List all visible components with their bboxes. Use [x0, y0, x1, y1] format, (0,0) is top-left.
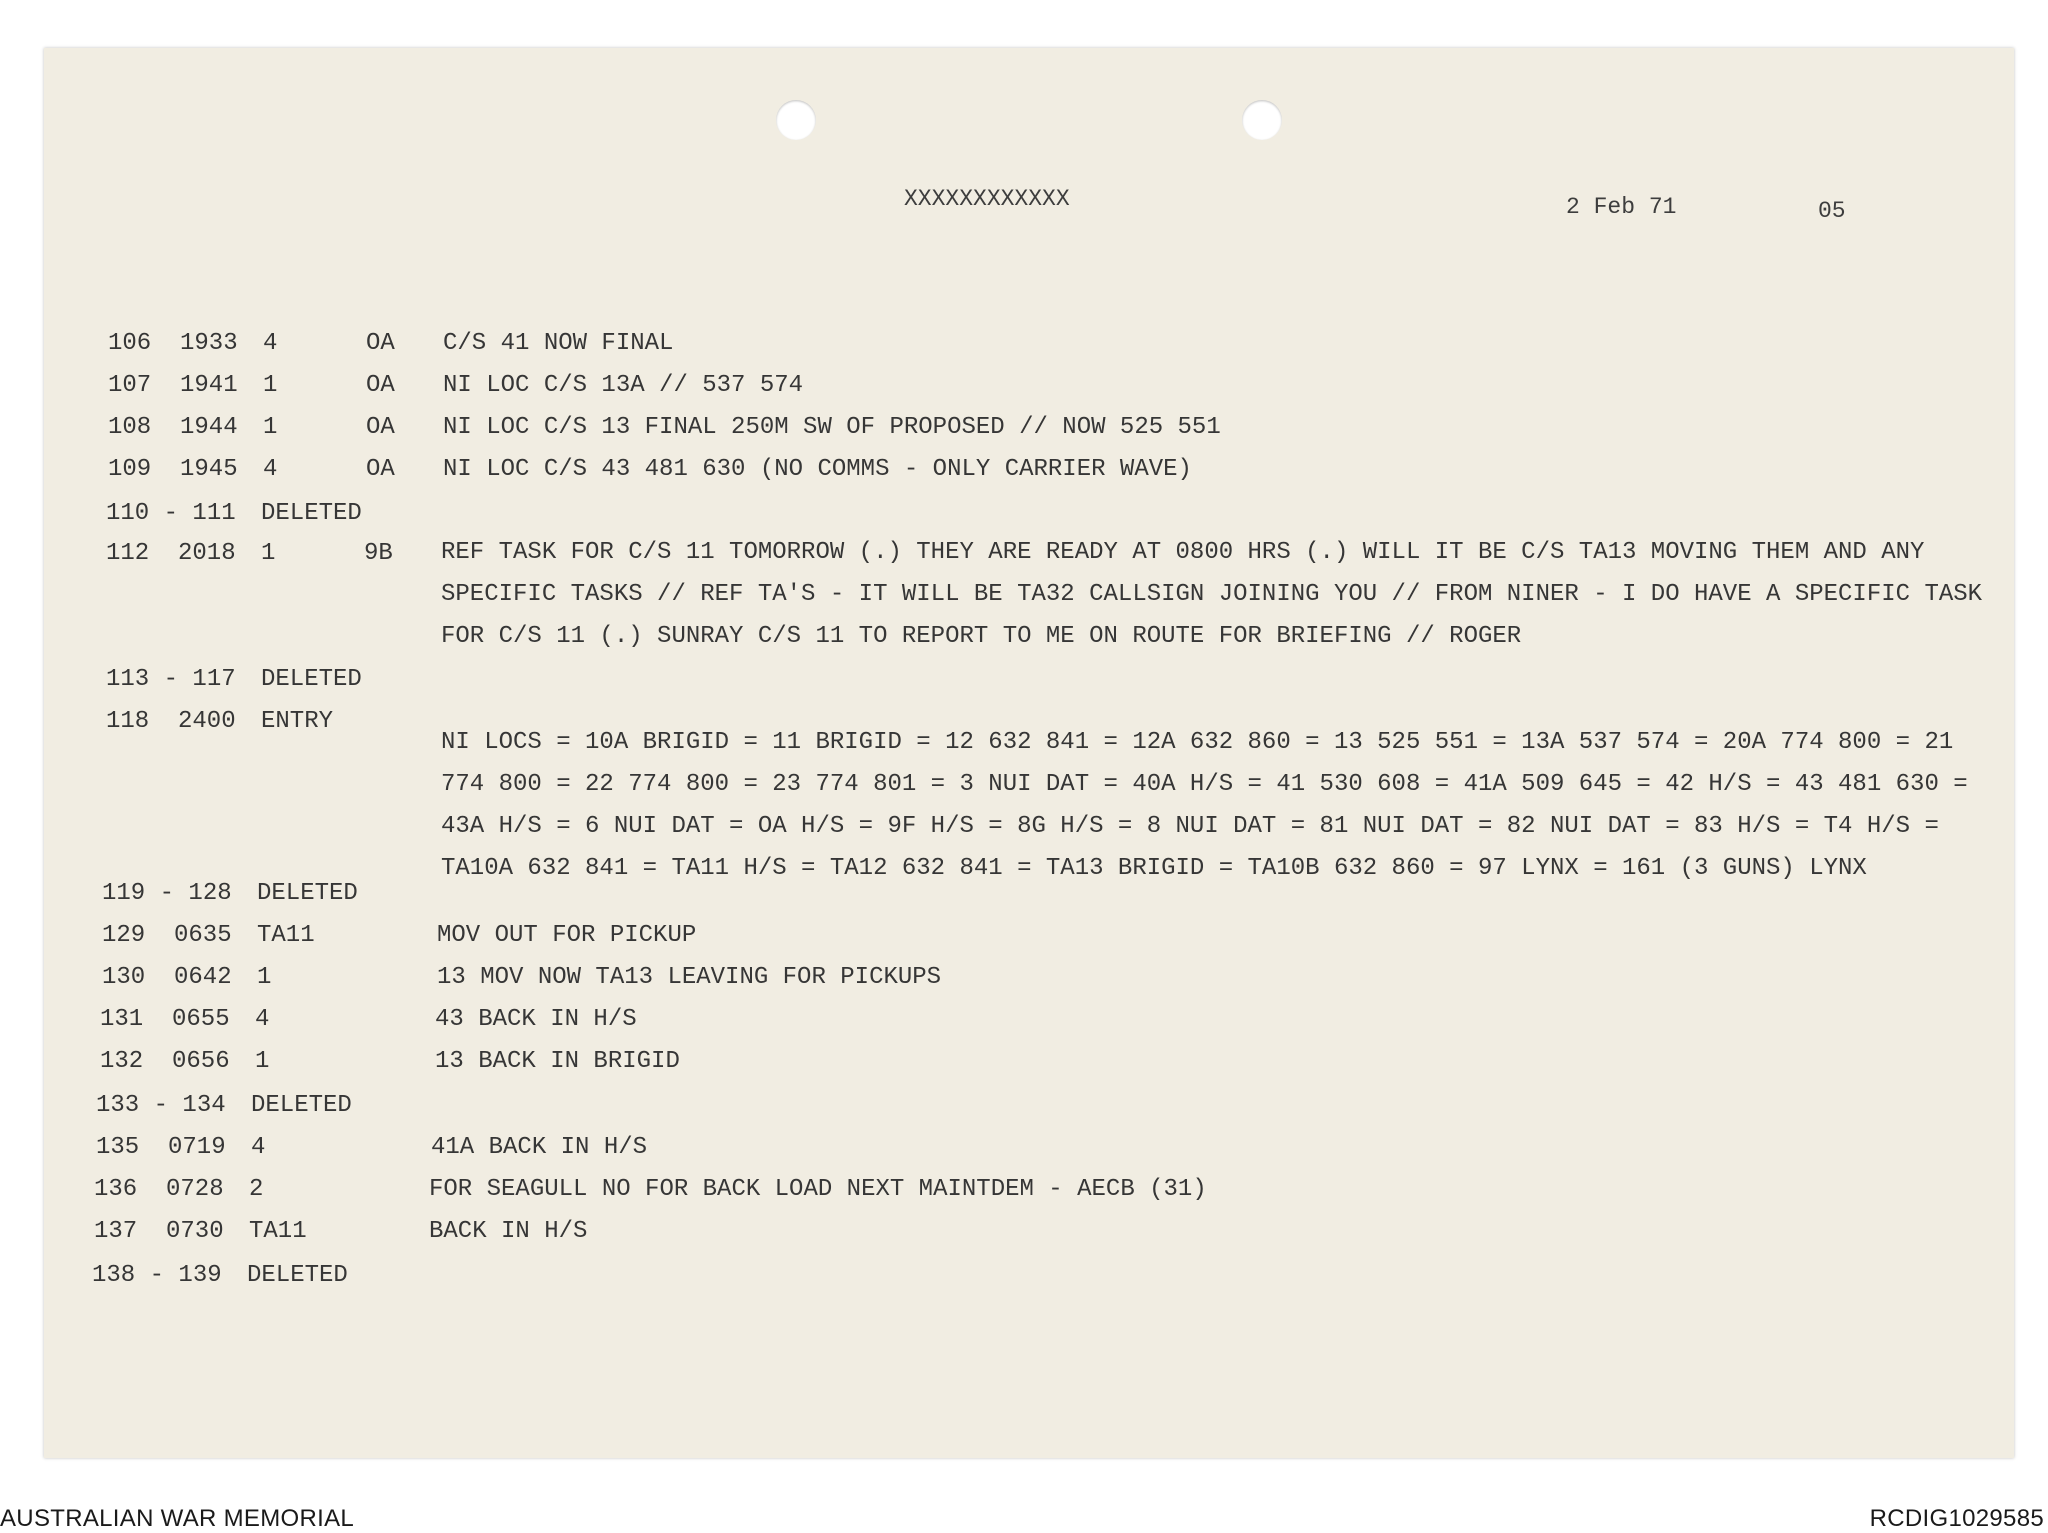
entry-from: 1: [257, 964, 272, 991]
log-date: 2 Feb 71: [1566, 194, 1677, 220]
entry-from: 4: [251, 1134, 266, 1161]
entry-time: 0719: [168, 1134, 226, 1161]
entry-from: 1: [255, 1048, 270, 1075]
entry-serial: 137: [94, 1218, 138, 1245]
entry-time: 0655: [172, 1006, 230, 1033]
classification-marking: XXXXXXXXXXXX: [904, 186, 1070, 212]
entry-message: NI LOC C/S 43 481 630 (NO COMMS - ONLY CARRIER WAVE): [443, 456, 1192, 483]
log-sheet: [44, 48, 2014, 1458]
entry-from: TA11: [257, 922, 315, 949]
entry-time: 0642: [174, 964, 232, 991]
entry-time: 2018: [178, 540, 236, 567]
entry-message: REF TASK FOR C/S 11 TOMORROW (.) THEY ARE READY AT 0800 HRS (.) WILL IT BE C/S TA13 MOVING THEM AND ANY SPECIFIC TASKS // REF TA'S - IT WILL BE TA32 CALLSIGN JOINING YOU // FROM NINER - I DO HAVE A SPECIFIC TASK FOR C/S 11 (.) SUNRAY C/S 11 TO REPORT TO ME ON ROUTE FOR BRIEFING // ROGER: [441, 539, 1983, 650]
entry-serial: 119 - 128: [102, 880, 232, 907]
entry-to: OA: [366, 330, 395, 357]
entry-time: 0730: [166, 1218, 224, 1245]
entry-message: 43 BACK IN H/S: [435, 1006, 637, 1033]
entry-serial: 133 - 134: [96, 1092, 226, 1119]
entry-serial: 138 - 139: [92, 1262, 222, 1289]
entry-time: 0635: [174, 922, 232, 949]
entry-message: FOR SEAGULL NO FOR BACK LOAD NEXT MAINTDEM - AECB (31): [429, 1176, 1207, 1203]
entry-message: MOV OUT FOR PICKUP: [437, 922, 697, 949]
entry-from: DELETED: [261, 500, 362, 527]
entry-message: C/S 41 NOW FINAL: [443, 330, 674, 357]
entry-serial: 118: [106, 708, 150, 735]
entry-time: 0656: [172, 1048, 230, 1075]
entry-from: DELETED: [251, 1092, 352, 1119]
entry-to: OA: [366, 414, 395, 441]
entry-time: 1945: [180, 456, 238, 483]
entry-serial: 136: [94, 1176, 138, 1203]
entry-message: BACK IN H/S: [429, 1218, 588, 1245]
entry-serial: 107: [108, 372, 152, 399]
punch-hole-left: [776, 100, 816, 140]
entry-from: 4: [255, 1006, 270, 1033]
entry-serial: 135: [96, 1134, 140, 1161]
entry-serial: 110 - 111: [106, 500, 236, 527]
entry-from: DELETED: [247, 1262, 348, 1289]
entry-serial: 113 - 117: [106, 666, 236, 693]
entry-time: 0728: [166, 1176, 224, 1203]
entry-time: 1944: [180, 414, 238, 441]
entry-from: 4: [263, 456, 278, 483]
entry-to: OA: [366, 372, 395, 399]
entry-serial: 109: [108, 456, 152, 483]
entry-from: 1: [263, 372, 278, 399]
entry-from: TA11: [249, 1218, 307, 1245]
entry-from: 4: [263, 330, 278, 357]
entry-serial: 112: [106, 540, 150, 567]
entry-from: 2: [249, 1176, 264, 1203]
entry-serial: 108: [108, 414, 152, 441]
entry-message: NI LOC C/S 13 FINAL 250M SW OF PROPOSED // NOW 525 551: [443, 414, 1221, 441]
entry-message: NI LOCS = 10A BRIGID = 11 BRIGID = 12 632 841 = 12A 632 860 = 13 525 551 = 13A 537 574 = 20A 774 800 = 21 774 800 = 22 774 800 = 23 774 801 = 3 NUI DAT = 40A H/S = 41 530 608 = 41A 509 645 = 42 H/S = 43 481 630 = 43A H/S = 6 NUI DAT = OA H/S = 9F H/S = 8G H/S = 8 NUI DAT = 81 NUI DAT = 82 NUI DAT = 83 H/S = T4 H/S = TA10A 632 841 = TA11 H/S = TA12 632 841 = TA13 BRIGID = TA10B 632 860 = 97 LYNX = 161 (3 GUNS) LYNX: [441, 729, 1968, 882]
entry-serial: 131: [100, 1006, 144, 1033]
entry-serial: 106: [108, 330, 152, 357]
entry-serial: 129: [102, 922, 146, 949]
archive-reference: RCDIG1029585: [1869, 1505, 2044, 1532]
punch-hole-right: [1242, 100, 1282, 140]
entry-from: ENTRY: [261, 708, 334, 735]
entry-serial: 132: [100, 1048, 144, 1075]
entry-from: DELETED: [257, 880, 358, 907]
entry-time: 1933: [180, 330, 238, 357]
page-number: 05: [1818, 198, 1846, 224]
entry-message: 13 MOV NOW TA13 LEAVING FOR PICKUPS: [437, 964, 942, 991]
entry-to: OA: [366, 456, 395, 483]
entry-serial: 130: [102, 964, 146, 991]
entry-message: 41A BACK IN H/S: [431, 1134, 648, 1161]
entry-time: 1941: [180, 372, 238, 399]
entry-message: 13 BACK IN BRIGID: [435, 1048, 680, 1075]
archive-credit: AUSTRALIAN WAR MEMORIAL: [0, 1505, 355, 1532]
entry-message: NI LOC C/S 13A // 537 574: [443, 372, 804, 399]
entry-from: 1: [261, 540, 276, 567]
entry-from: 1: [263, 414, 278, 441]
entry-to: 9B: [364, 540, 393, 567]
entry-from: DELETED: [261, 666, 362, 693]
entry-time: 2400: [178, 708, 236, 735]
